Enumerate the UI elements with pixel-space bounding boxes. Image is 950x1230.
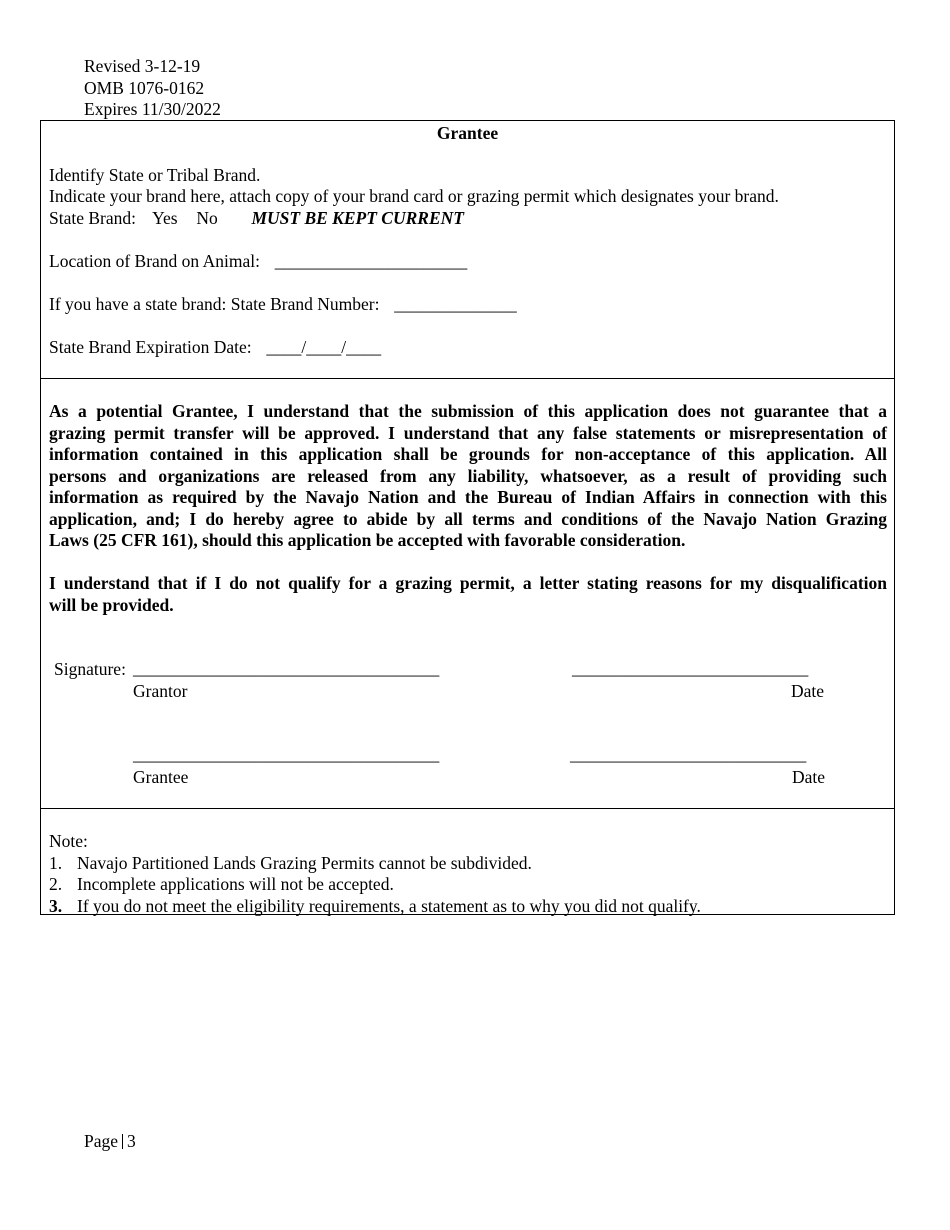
note-text: If you do not meet the eligibility requirements, a statement as to why you did not qualify. bbox=[77, 896, 701, 916]
brand-expiration-field[interactable]: ____/____/____ bbox=[266, 337, 382, 357]
notes-divider bbox=[41, 808, 894, 809]
brand-expiration-row bbox=[49, 337, 381, 359]
state-brand-yes-option[interactable]: Yes bbox=[152, 208, 178, 228]
must-be-kept-current-note: MUST BE KEPT CURRENT bbox=[251, 208, 464, 228]
brand-location-row bbox=[49, 251, 467, 273]
state-brand-no-option[interactable]: No bbox=[196, 208, 218, 228]
grantor-date-label: Date bbox=[791, 681, 825, 701]
grantor-label: Grantor bbox=[133, 681, 188, 701]
note-text: Navajo Partitioned Lands Grazing Permits cannot be subdivided. bbox=[77, 853, 532, 873]
brand-location-label: Location of Brand on Animal: bbox=[49, 251, 260, 271]
grantee-form-box bbox=[40, 120, 895, 915]
expiration-date: Expires 11/30/2022 bbox=[84, 99, 221, 119]
grantor-signature-line[interactable]: ___________________________________ bbox=[133, 658, 440, 678]
statement-line: persons and organizations are released from any liability, whatsoever, as a result of providing such bbox=[49, 465, 887, 486]
grantee-date-label: Date bbox=[792, 767, 826, 787]
note-item bbox=[49, 874, 394, 896]
disqualification-paragraph bbox=[49, 573, 887, 616]
statement-line: As a potential Grantee, I understand that the submission of this application does not guarantee that a bbox=[49, 401, 887, 421]
note-number: 2. bbox=[49, 874, 63, 894]
grantee-date-line[interactable]: ___________________________ bbox=[570, 744, 807, 764]
disqualification-line: I understand that if I do not qualify for a grazing permit, a letter stating reasons for my disqualification bbox=[49, 573, 887, 593]
brand-number-field[interactable]: ______________ bbox=[394, 294, 517, 314]
state-brand-row bbox=[49, 208, 464, 230]
signature-label: Signature: bbox=[54, 659, 126, 679]
brand-expiration-label: State Brand Expiration Date: bbox=[49, 337, 252, 357]
statement-line: information contained in this application shall be grounds for non-acceptance of this application. All bbox=[49, 444, 887, 464]
note-item bbox=[49, 896, 701, 918]
statement-line: application, and; I do hereby agree to abide by all terms and conditions of the Navajo Nation Grazing bbox=[49, 508, 887, 529]
section-title: Grantee bbox=[436, 123, 499, 143]
disqualification-line: will be provided. bbox=[49, 594, 174, 615]
statement-line: Laws (25 CFR 161), should this application be accepted with favorable consideration. bbox=[49, 530, 686, 550]
omb-number: OMB 1076-0162 bbox=[84, 77, 205, 98]
grantee-label: Grantee bbox=[133, 767, 189, 787]
notes-title: Note: bbox=[49, 831, 88, 851]
page-label: Page bbox=[84, 1131, 119, 1151]
page-footer bbox=[84, 1131, 136, 1153]
brand-number-label: If you have a state brand: State Brand Number: bbox=[49, 294, 380, 314]
note-number: 3. bbox=[49, 896, 63, 916]
revised-date: Revised 3-12-19 bbox=[84, 56, 201, 76]
note-text: Incomplete applications will not be accepted. bbox=[77, 874, 394, 894]
grantor-date-line[interactable]: ___________________________ bbox=[572, 658, 809, 678]
brand-location-field[interactable]: ______________________ bbox=[274, 251, 468, 271]
page-separator bbox=[122, 1134, 123, 1149]
statement-line: grazing permit transfer will be approved. I understand that any false statements or misrepresentation of bbox=[49, 422, 887, 443]
note-item bbox=[49, 853, 532, 875]
section-divider bbox=[41, 378, 894, 379]
indicate-brand-text: Indicate your brand here, attach copy of your brand card or grazing permit which designates your brand. bbox=[49, 186, 779, 206]
note-number: 1. bbox=[49, 853, 63, 873]
form-header bbox=[84, 56, 221, 121]
page-number: 3 bbox=[127, 1131, 136, 1151]
brand-number-row bbox=[49, 294, 517, 316]
grantee-signature-line[interactable]: ___________________________________ bbox=[133, 744, 440, 764]
grantee-statement-paragraph bbox=[49, 401, 887, 552]
state-brand-label: State Brand: bbox=[49, 208, 136, 228]
identify-brand-text: Identify State or Tribal Brand. bbox=[49, 165, 261, 185]
statement-line: information as required by the Navajo Nation and the Bureau of Indian Affairs in connection with this bbox=[49, 487, 887, 507]
